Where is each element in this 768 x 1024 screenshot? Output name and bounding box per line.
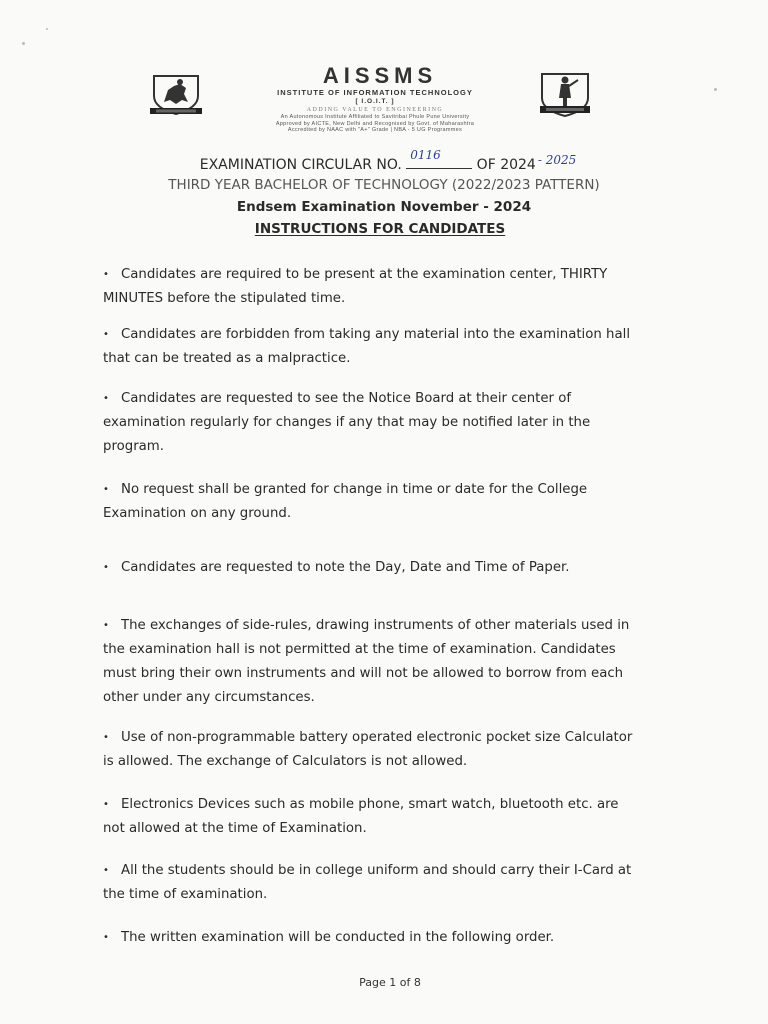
institute-name: AISSMS <box>322 63 438 88</box>
scan-speck <box>46 28 48 30</box>
scan-speck <box>22 42 25 45</box>
approval-line: Approved by AICTE, New Delhi and Recognised by Govt. of Maharashtra <box>275 120 475 127</box>
circular-year-handwritten: - 2025 <box>537 153 577 167</box>
instruction-item: • Candidates are requested to see the Notice Board at their center of examination regularly for changes if any that may be notified later in the program. <box>103 391 591 454</box>
instruction-item: • The written examination will be conducted in the following order. <box>103 930 555 945</box>
instruction-item: • Candidates are required to be present at the examination center, THIRTY MINUTES before the stipulated time. <box>103 267 608 306</box>
instructions-title: INSTRUCTIONS FOR CANDIDATES <box>254 221 506 237</box>
circular-of-year: OF 2024 <box>476 157 536 173</box>
circular-number-blank <box>406 148 472 169</box>
letterhead-text <box>200 64 550 134</box>
circular-number-handwritten: 0116 <box>410 148 441 162</box>
exam-heading: Endsem Examination November - 2024 <box>236 199 532 215</box>
program-heading: THIRD YEAR BACHELOR OF TECHNOLOGY (2022/2023 PATTERN) <box>168 177 600 193</box>
circular-prefix: EXAMINATION CIRCULAR NO. <box>199 157 402 173</box>
instruction-item: • No request shall be granted for change in time or date for the College Examination on any ground. <box>103 482 588 521</box>
institute-tagline: ADDING VALUE TO ENGINEERING <box>306 107 444 113</box>
instruction-item: • Use of non-programmable battery operated electronic pocket size Calculator is allowed. The exchange of Calculators is not allowed. <box>103 730 633 769</box>
affiliation-line: An Autonomous Institute Affiliated to Savitribai Phule Pune University <box>280 114 470 120</box>
statue-emblem-logo <box>536 68 594 120</box>
instruction-item: • All the students should be in college uniform and should carry their I-Card at the time of examination. <box>103 863 632 902</box>
instruction-item: • The exchanges of side-rules, drawing instruments of other materials used in the examination hall is not permitted at the time of examination. Candidates must bring their own instruments and will not be allowed to borrow from each other under any circumstances. <box>103 618 630 705</box>
institute-abbr: [ I.O.I.T. ] <box>355 98 395 105</box>
page-number: Page 1 of 8 <box>359 976 421 989</box>
instruction-item: • Electronics Devices such as mobile phone, smart watch, bluetooth etc. are not allowed at the time of Examination. <box>103 797 619 836</box>
college-emblem-logo <box>148 72 204 118</box>
circular-heading <box>4 148 768 173</box>
letterhead <box>0 64 768 134</box>
accreditation-line: Accredited by NAAC with "A+" Grade | NBA - 5 UG Programmes <box>287 127 463 133</box>
instruction-item: • Candidates are requested to note the Day, Date and Time of Paper. <box>103 560 570 575</box>
institute-subtitle: INSTITUTE OF INFORMATION TECHNOLOGY <box>277 88 473 97</box>
instruction-item: • Candidates are forbidden from taking any material into the examination hall that can be treated as a malpractice. <box>103 327 631 366</box>
